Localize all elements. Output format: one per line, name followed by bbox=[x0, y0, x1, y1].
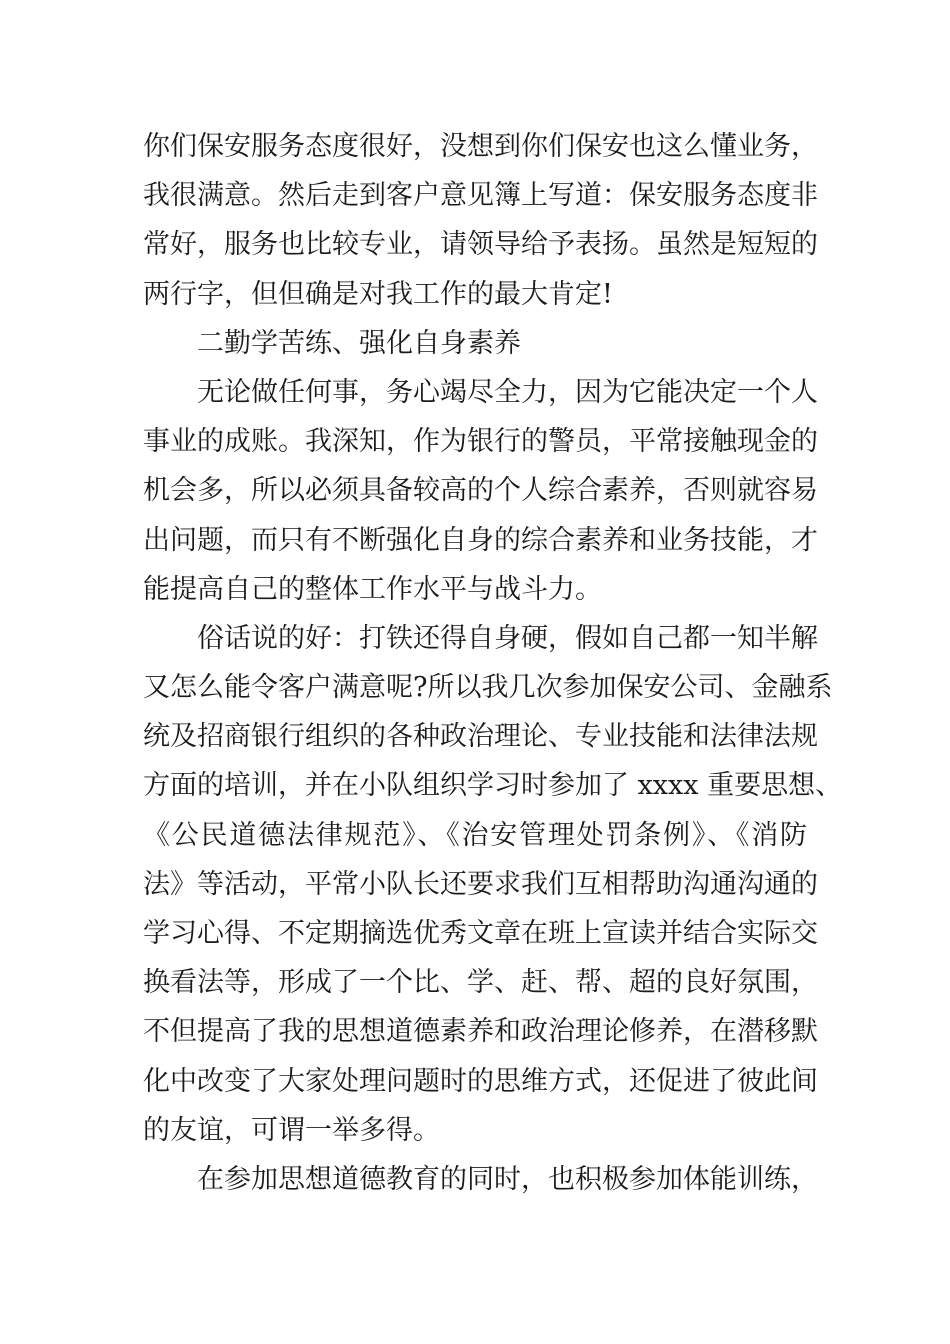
paragraph-3 bbox=[143, 368, 818, 614]
document-body bbox=[143, 122, 843, 1204]
text-line: 无论做任何事，务心竭尽全力，因为它能决定一个人 bbox=[197, 376, 818, 408]
paragraph-4 bbox=[143, 614, 843, 1155]
text-line: 我很满意。然后走到客户意见簿上写道：保安服务态度非 bbox=[143, 180, 818, 212]
text-line: 出问题，而只有不断强化自身的综合素养和业务技能，才 bbox=[143, 524, 818, 556]
text-line: 机会多，所以必须具备较高的个人综合素养，否则就容易 bbox=[143, 475, 818, 507]
text-line: 法》等活动，平常小队长还要求我们互相帮助沟通沟通的 bbox=[143, 868, 818, 900]
text-line: 又怎么能令客户满意呢?所以我几次参加保安公司、金融系 bbox=[143, 672, 833, 704]
text-line: 化中改变了大家处理问题时的思维方式，还促进了彼此间 bbox=[143, 1065, 818, 1097]
text-line: 不但提高了我的思想道德素养和政治理论修养，在潜移默 bbox=[143, 1016, 818, 1048]
text-line: 在参加思想道德教育的同时，也积极参加体能训练， bbox=[197, 1163, 818, 1195]
text-line: 统及招商银行组织的各种政治理论、专业技能和法律法规 bbox=[143, 721, 818, 753]
paragraph-5 bbox=[143, 1155, 818, 1204]
text-line: 俗话说的好：打铁还得自身硬，假如自己都一知半解 bbox=[197, 622, 818, 654]
text-line: 的友谊，可谓一举多得。 bbox=[143, 1114, 440, 1146]
text-line: 事业的成账。我深知，作为银行的警员，平常接触现金的 bbox=[143, 426, 818, 458]
text-line: 你们保安服务态度很好，没想到你们保安也这么懂业务， bbox=[143, 131, 818, 162]
text-line: 《公民道德法律规范》、《治安管理处罚条例》、《消防 bbox=[143, 819, 807, 851]
text-line: 方面的培训，并在小队组织学习时参加了 xxxx 重要思想、 bbox=[143, 770, 843, 802]
text-line: 常好，服务也比较专业，请领导给予表扬。虽然是短短的 bbox=[143, 229, 818, 261]
section-heading bbox=[143, 319, 807, 368]
text-line: 学习心得、不定期摘选优秀文章在班上宣读并结合实际交 bbox=[143, 918, 818, 949]
paragraph-1 bbox=[143, 122, 818, 319]
text-line: 两行字，但但确是对我工作的最大肯定! bbox=[143, 278, 613, 310]
text-line: 能提高自己的整体工作水平与战斗力。 bbox=[143, 573, 602, 605]
section-heading-text: 二勤学苦练、强化自身素养 bbox=[197, 327, 521, 359]
text-line: 换看法等，形成了一个比、学、赶、帮、超的良好氛围， bbox=[143, 967, 818, 999]
